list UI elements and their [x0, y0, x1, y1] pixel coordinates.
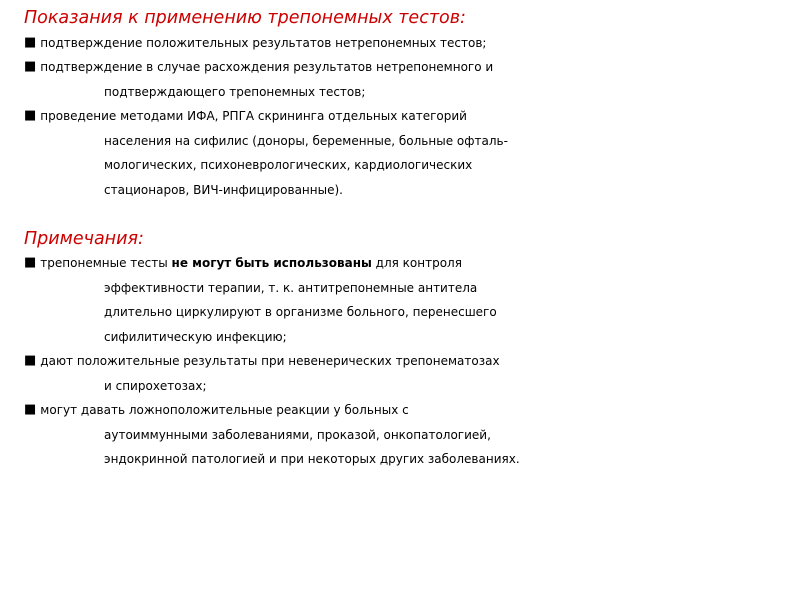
indication-item-3 — [24, 104, 800, 202]
bullet-square-icon: ■ — [24, 59, 37, 74]
note-item-2-line-2: и спирохетозах; — [104, 378, 207, 393]
note-item-2 — [24, 349, 800, 398]
indication-item-2 — [24, 55, 800, 104]
section-spacer — [24, 202, 800, 227]
bullet-square-icon: ■ — [24, 34, 37, 50]
note-item-1-line-3: длительно циркулируют в организме больного, перенесшего — [104, 305, 497, 319]
indication-item-3-line-2: населения на сифилис (доноры, беременные, больные офталь- — [104, 133, 508, 148]
note-item-3-line-1: могут давать ложноположительные реакции у больных с — [40, 403, 409, 417]
indication-item-3-line-4: стационаров, ВИЧ-инфицированные). — [104, 182, 343, 197]
bullet-square-icon: ■ — [24, 108, 37, 123]
indication-item-3-line-1: проведение методами ИФА, РПГА скрининга отдельных категорий — [40, 109, 467, 123]
note-item-1-emphasis: не могут быть использованы — [171, 256, 372, 270]
bullet-square-icon: ■ — [24, 255, 37, 270]
note-item-3-line-3: эндокринной патологией и при некоторых других заболеваниях. — [104, 452, 520, 466]
note-item-2-line-1: дают положительные результаты при невенерических трепонематозах — [40, 354, 500, 368]
bullet-square-icon: ■ — [24, 402, 37, 417]
indication-item-1 — [24, 31, 800, 56]
indication-item-2-line-1: подтверждение в случае расхождения результатов нетрепонемного и — [40, 60, 494, 74]
note-item-3-line-2: аутоиммунными заболеваниями, проказой, онкопатологией, — [104, 427, 491, 442]
indication-item-3-line-3: мологических, психоневрологических, кардиологических — [104, 158, 473, 172]
note-item-1-post: для контроля — [371, 256, 462, 270]
notes-heading: Примечания: — [24, 228, 144, 249]
note-item-1-line-2: эффективности терапии, т. к. антитрепонемные антитела — [104, 280, 478, 295]
indication-item-2-line-2: подтверждающего трепонемных тестов; — [104, 84, 366, 99]
indications-heading: Показания к применению трепонемных тестов: — [24, 8, 466, 28]
bullet-square-icon: ■ — [24, 353, 37, 368]
note-item-1 — [24, 251, 800, 349]
note-item-1-line-4: сифилитическую инфекцию; — [104, 329, 287, 344]
note-item-3 — [24, 398, 800, 472]
note-item-1-pre: трепонемные тесты — [40, 256, 172, 270]
indication-item-1-line-1: подтверждение положительных результатов нетрепонемных тестов; — [40, 35, 487, 50]
